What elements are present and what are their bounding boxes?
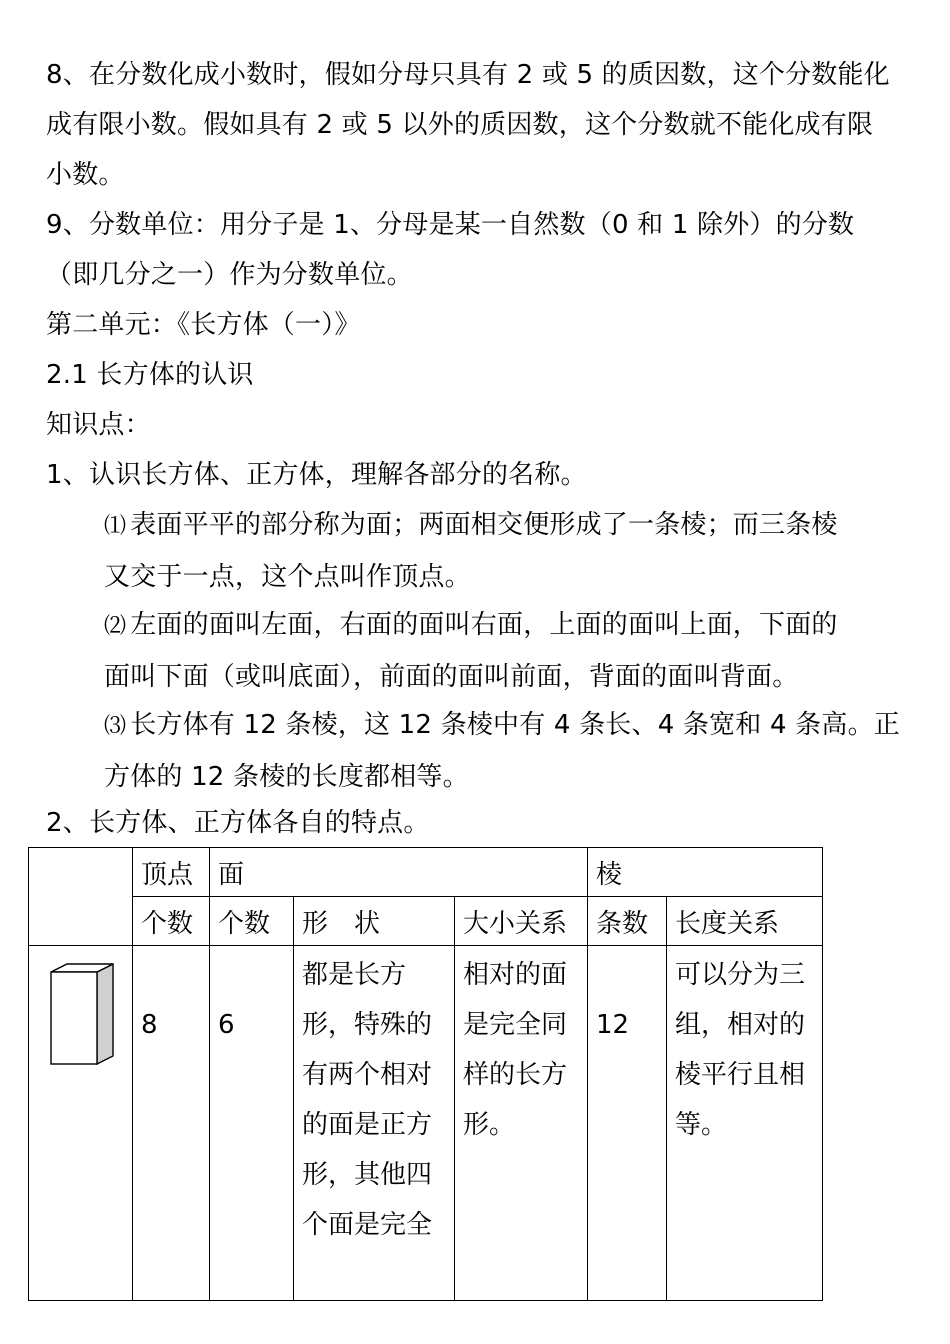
header-edge: 棱 [588,848,823,897]
sub-point-2 [104,600,916,702]
face-count-value: 6 [210,946,294,1301]
cell-line: 的面是正方 [302,1110,433,1140]
length-relation-description [667,946,823,1301]
cell-line: 样的长方 [463,1060,568,1090]
cell-line: 等。 [675,1110,728,1140]
sub-point-1 [104,500,916,602]
cell-line: 个面是完全 [302,1210,433,1240]
header-shape: 形 状 [294,897,455,946]
cell-line: 形，特殊的 [302,1010,433,1040]
knowledge-heading: 知识点： [46,410,151,440]
table-row [29,946,823,1301]
point-1: 1、认识长方体、正方体，理解各部分的名称。 [46,460,587,490]
cell-line: 棱平行且相 [675,1060,806,1090]
sub-point-number: ⑶ [104,714,127,739]
paragraph-line: 左面的面叫左面，右面的面叫右面，上面的面叫上面，下面的 [130,610,838,640]
paragraph-line: （即几分之一）作为分数单位。 [46,260,413,290]
shape-description [294,946,455,1301]
paragraph-line: 成有限小数。假如具有 2 或 5 以外的质因数，这个分数就不能化成有限 [46,110,874,140]
cell-line: 相对的面 [463,960,568,990]
paragraph-line: 方体的 12 条棱的长度都相等。 [104,762,469,792]
cell-line: 形，其他四 [302,1160,433,1190]
table-header-row [29,848,823,897]
cell-line: 组，相对的 [675,1010,806,1040]
cell-line: 都是长方 [302,960,407,990]
features-table [28,847,823,1301]
paragraph-line: 小数。 [46,160,125,190]
paragraph-line: 面叫下面（或叫底面），前面的面叫前面，背面的面叫背面。 [104,662,799,692]
paragraph-8 [46,50,916,200]
cell-line: 可以分为三 [675,960,806,990]
paragraph-line: 8、在分数化成小数时，假如分母只具有 2 或 5 的质因数，这个分数能化 [46,60,890,90]
header-length-relation: 长度关系 [667,897,823,946]
sub-point-number: ⑴ [104,514,127,539]
cell-line: 有两个相对 [302,1060,433,1090]
cell-line: 是完全同 [463,1010,568,1040]
paragraph-9 [46,200,916,300]
header-face-count: 个数 [210,897,294,946]
cuboid-icon [47,962,117,1072]
header-size-relation: 大小关系 [455,897,588,946]
paragraph-line: 表面平平的部分称为面；两面相交便形成了一条棱；而三条棱 [130,510,838,540]
table-subheader-row [29,897,823,946]
figure-header-cell [29,848,133,946]
figure-cell [29,946,133,1301]
header-edge-count: 条数 [588,897,667,946]
edge-count-value: 12 [588,946,667,1301]
unit-title: 第二单元：《长方体（一）》 [46,310,361,340]
size-relation-description [455,946,588,1301]
cell-line: 形。 [463,1110,516,1140]
paragraph-line: 9、分数单位：用分子是 1、分母是某一自然数（0 和 1 除外）的分数 [46,210,855,240]
section-title: 2.1 长方体的认识 [46,360,254,390]
sub-point-number: ⑵ [104,614,127,639]
sub-point-3 [104,700,916,802]
header-face: 面 [210,848,588,897]
header-vertex: 顶点 [133,848,210,897]
vertex-count-value: 8 [133,946,210,1301]
paragraph-line: 长方体有 12 条棱，这 12 条棱中有 4 条长、4 条宽和 4 条高。正 [130,710,900,740]
header-vertex-count: 个数 [133,897,210,946]
paragraph-line: 又交于一点，这个点叫作顶点。 [104,562,471,592]
point-2: 2、长方体、正方体各自的特点。 [46,808,430,838]
